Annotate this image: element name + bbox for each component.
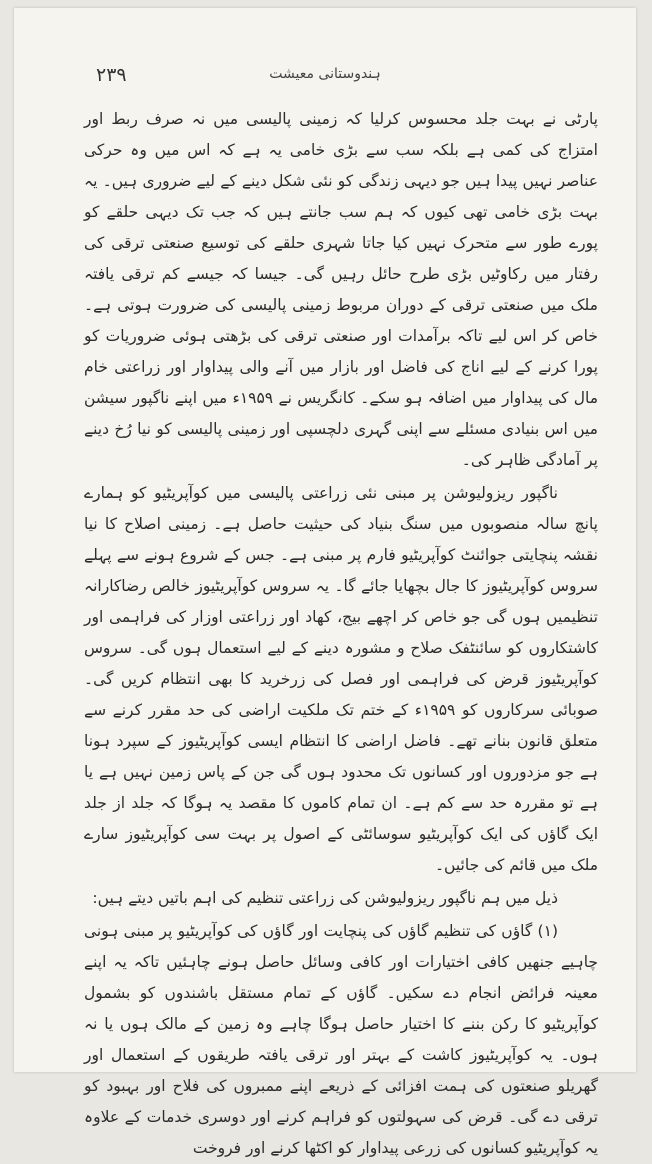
book-page: [14, 8, 636, 1157]
body-text: [84, 104, 598, 1164]
page-number: ۲۳۹: [96, 64, 127, 86]
page-header: [14, 58, 636, 88]
paragraph-point-one: (۱) گاؤں کی تنظیم گاؤں کی پنچایت اور گاؤں کی کوآپریٹیو پر مبنی ہونی چاہیے جنھیں کافی اختیارات اور کافی وسائل حاصل ہونے چاہئیں تاکہ یہ اپنے معینہ فرائض انجام دے سکیں۔ گاؤں کے تمام مستقل باشندوں کو بشمول کوآپریٹیو کا رکن بننے کا اختیار حاصل ہوگا چاہے وہ زمین کے مالک ہوں یا نہ ہوں۔ یہ کوآپریٹیوز کاشت کے بہتر اور ترقی یافتہ طریقوں کے استعمال اور گھریلو صنعتوں کی ہمت افزائی کے ذریعے اپنے ممبروں کی فلاح اور بہبود کو ترقی دے گی۔ قرض کی سہولتوں کو فراہم کرنے اور دوسری خدمات کے علاوہ یہ کوآپریٹیو کسانوں کی زرعی پیداوار کو اکٹھا کرنے اور فروخت: [84, 922, 598, 1157]
paragraph-list-intro: ذیل میں ہم ناگپور ریزولیوشن کی زراعتی تنظیم کی اہم باتیں دیتے ہیں:: [92, 889, 558, 907]
paragraph-land-policy: پارٹی نے بہت جلد محسوس کرلیا کہ زمینی پالیسی میں نہ صرف ربط اور امتزاج کی کمی ہے بلکہ سب سے بڑی خامی یہ ہے کہ اس میں وہ حرکی عناصر نہیں پیدا ہیں جو دیہی زندگی کو نئی شکل دینے کے لیے ضروری ہیں۔ یہ بہت بڑی خامی تھی کیوں کہ ہم سب جانتے ہیں کہ جب تک دیہی حلقے کو پورے طور سے متحرک نہیں کیا جاتا شہری حلقے کی توسیع صنعتی ترقی کی رفتار میں رکاوٹیں بڑی طرح حائل رہیں گی۔ جیسا کہ جیسے کم ترقی یافتہ ملک میں صنعتی ترقی کے دوران مربوط زمینی پالیسی کی ضرورت ہوتی ہے۔ خاص کر اس لیے تاکہ برآمدات اور صنعتی ترقی کی بڑھتی ہوئی ضروریات کو پورا کرنے کے لیے اناج کی فاضل اور بازار میں آنے والی پیداوار اور زراعتی خام مال کی پیداوار میں اضافہ ہو سکے۔ کانگریس نے ۱۹۵۹ء میں اپنے ناگپور سیشن میں اس بنیادی مسئلے سے اپنی گہری دلچسپی اور زمینی پالیسی کو نیا رُخ دینے پر آمادگی ظاہر کی۔: [84, 110, 599, 469]
running-head: ہندوستانی معیشت: [269, 66, 381, 82]
paragraph-nagpur-resolution: ناگپور ریزولیوشن پر مبنی نئی زراعتی پالیسی میں کوآپریٹیو کو ہمارے پانچ سالہ منصوبوں میں سنگ بنیاد کی حیثیت حاصل ہے۔ زمینی اصلاح کا نیا نقشہ پنچایتی جوائنٹ کوآپریٹیو فارم پر مبنی ہے۔ جس کے شروع ہونے سے پہلے سروس کوآپریٹیوز کا جال بچھایا جائے گا۔ یہ سروس کوآپریٹیوز خالص رضاکارانہ تنظیمیں ہوں گی جو خاص کر اچھے بیج، کھاد اور زراعتی اوزار کی فراہمی اور کاشتکاروں کو سائنٹفک صلاح و مشورہ دینے کے لیے استعمال ہوں گی۔ سروس کوآپریٹیوز قرض کی فراہمی اور فصل کی زرخرید کا بھی انتظام کریں گی۔ صوبائی سرکاروں کو ۱۹۵۹ء کے ختم تک ملکیت اراضی کی حد مقرر کرنے سے متعلق قانون بنانے تھے۔ فاضل اراضی کا انتظام ایسی کوآپریٹیوز کے سپرد ہونا ہے جو مزدوروں اور کسانوں تک محدود ہوں گی جن کے پاس زمین نہیں ہے یا ہے تو مقررہ حد سے کم ہے۔ ان تمام کاموں کا مقصد یہ ہوگا کہ جلد از جلد ایک گاؤں کی ایک کوآپریٹیو سوسائٹی کے اصول پر بہت سی کوآپریٹیوز سارے ملک میں قائم کی جائیں۔: [84, 484, 598, 874]
